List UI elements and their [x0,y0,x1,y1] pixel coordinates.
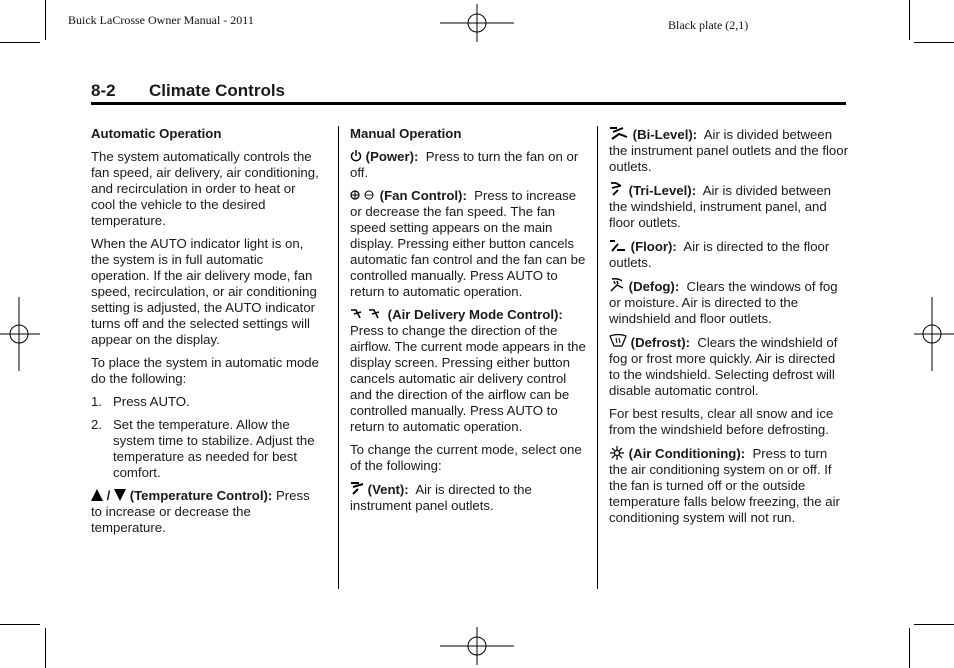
entry-text: Air is divided between the windshield, instrument panel, and floor outlets. [609,183,831,230]
entry-label: (Fan Control): [379,188,467,203]
heading-automatic-operation: Automatic Operation [91,126,222,141]
manual-title: Buick LaCrosse Owner Manual - 2011 [68,13,254,27]
list-item [91,417,321,481]
entry-label: (Power): [365,149,419,164]
entry-label: (Air Conditioning): [628,446,746,461]
entry-text: Press to increase or decrease the temperature. [91,488,310,535]
section-title: Climate Controls [149,81,286,100]
separator: / [106,488,111,503]
vent-icon [350,481,364,495]
heading-manual-operation: Manual Operation [350,126,462,141]
section-number: 8-2 [91,81,116,100]
entry-text: Air is directed to the instrument panel outlets. [350,482,532,513]
paragraph: When the AUTO indicator light is on, the system is in full automatic operation. If the air delivery mode, fan speed, recirculation, or air conditioning setting is adjusted, the AUTO indicator turns off and the selected settings will appear on the display. [91,236,317,347]
entry-text: Air is divided between the instrument panel outlets and the floor outlets. [609,127,848,174]
column-divider [338,126,339,589]
list-text: Press AUTO. [113,394,190,409]
entry-label: (Vent): [367,482,409,497]
registration-mark-left [0,297,40,371]
paragraph: The system automatically controls the fan speed, air delivery, air conditioning, and recirculation in order to heat or cool the vehicle to the desired temperature. [91,149,319,228]
entry-text: Clears the windows of fog or moisture. Air is directed to the windshield and floor outlets. [609,279,838,326]
bi-level-icon [609,126,629,140]
entry-label: (Air Delivery Mode Control): [387,307,563,322]
defrost-entry [609,334,849,399]
temperature-control-entry [91,488,321,536]
entry-label: (Defog): [628,279,680,294]
entry-text: Press to change the direction of the airflow. The current mode appears in the display screen. Pressing either button cancels automatic air delivery control and the direction of the airflow can be controlled manually. Press AUTO to return to automatic operation. [350,323,586,434]
column-divider [597,126,598,589]
bi-level-entry [609,126,849,175]
registration-mark-right [914,297,954,371]
list-item [91,394,321,410]
floor-entry [609,238,849,271]
vent-entry [350,481,588,514]
section-title-bar [91,80,846,105]
fan-icon [350,189,376,201]
temperature-down-icon [114,489,126,501]
entry-text: Air is directed to the floor outlets. [609,239,830,270]
entry-label: (Floor): [630,239,677,254]
entry-label: (Tri-Level): [628,183,697,198]
defrost-icon [609,334,627,348]
floor-icon [609,238,627,252]
tri-level-entry [609,182,849,231]
power-icon [350,150,362,162]
air-delivery-mode-icon [350,308,384,320]
column-automatic-operation [91,126,321,543]
paragraph: To place the system in automatic mode do the following: [91,355,319,386]
entry-label: (Temperature Control): [129,488,273,503]
list-number: 1. [91,394,102,409]
fan-control-entry [350,188,588,300]
registration-mark-bottom [440,627,514,665]
list-text: Set the temperature. Allow the system time to stabilize. Adjust the temperature as needed for best comfort. [113,417,315,480]
column-air-modes [609,126,849,533]
plate-label: Black plate (2,1) [668,18,749,32]
paragraph: To change the current mode, select one of the following: [350,442,582,473]
entry-text: Clears the windshield of fog or frost more quickly. Air is directed to the windshield. Selecting defrost will disable automatic control. [609,335,838,398]
entry-label: (Bi-Level): [632,127,698,142]
temperature-up-icon [91,489,103,501]
list-number: 2. [91,417,102,432]
defog-entry [609,278,849,327]
column-manual-operation [350,126,588,521]
entry-label: (Defrost): [630,335,691,350]
entry-text: Press to turn the air conditioning system on or off. If the fan is turned off or the outside temperature falls below freezing, the air conditioning system will not run. [609,446,840,525]
air-conditioning-entry [609,445,849,526]
air-delivery-entry [350,307,588,435]
snowflake-icon [609,445,625,461]
power-entry [350,149,588,181]
defog-icon [609,278,625,292]
registration-mark-top [440,4,514,42]
entry-text: Press to increase or decrease the fan speed. The fan speed setting appears on the main display. Pressing either button cancels automatic fan control and the fan can be controlled manually. Press AUTO to return to automatic operation. [350,188,586,299]
tri-level-icon [609,182,625,196]
entry-text: Press to turn the fan on or off. [350,149,579,180]
paragraph: For best results, clear all snow and ice from the windshield before defrosting. [609,406,834,437]
